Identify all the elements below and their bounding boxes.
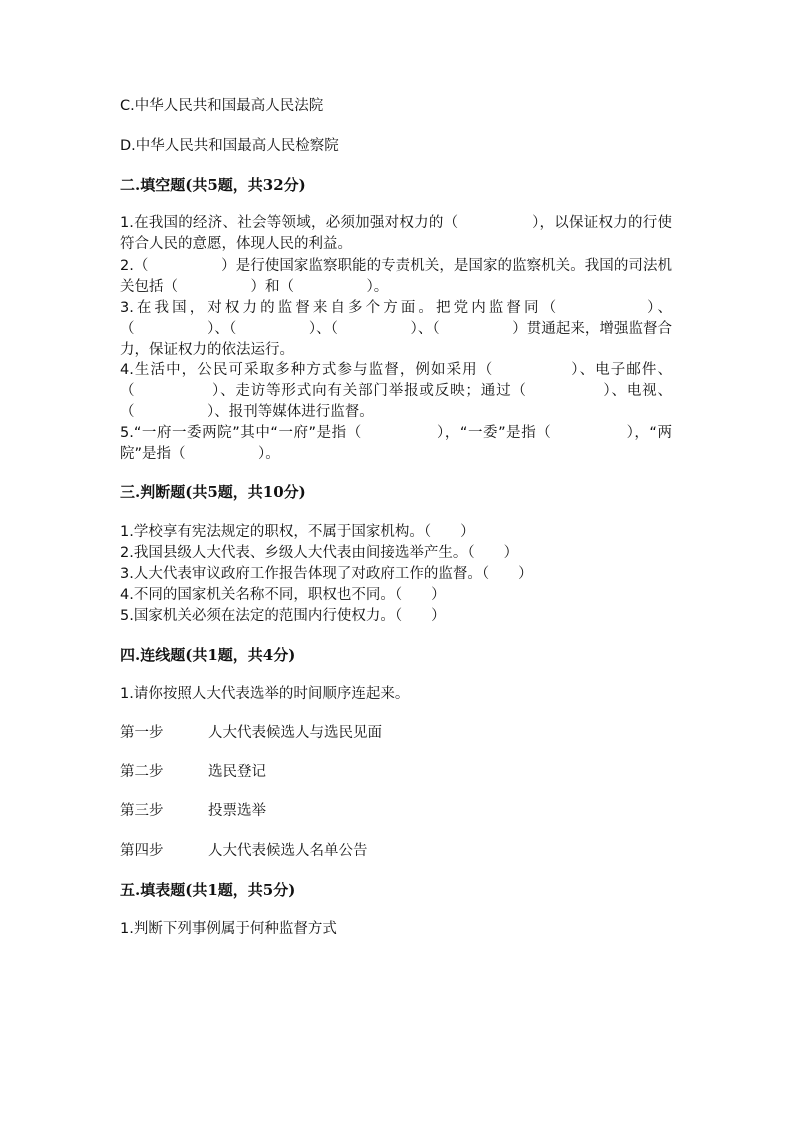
- section-true-false-heading: 三.判断题(共5题，共10分): [120, 483, 306, 501]
- tf-question-1: 1.学校享有宪法规定的职权，不属于国家机构。（ ）: [120, 524, 475, 540]
- step-label-2: 第二步: [120, 764, 164, 780]
- tf-question-2: 2.我国县级人大代表、乡级人大代表由间接选举产生。（ ）: [120, 545, 519, 561]
- option-c: C.中华人民共和国最高人民法院: [120, 98, 324, 114]
- step-label-4: 第四步: [120, 843, 164, 859]
- fill-question-3: 3.在我国，对权力的监督来自多个方面。把党内监督同（ ）、（ ）、（ ）、（ ）、（ ）贯通起来，增强监督合力，保证权力的依法运行。: [120, 300, 672, 358]
- option-d: D.中华人民共和国最高人民检察院: [120, 138, 339, 154]
- fill-question-4: 4.生活中，公民可采取多种方式参与监督，例如采用（ ）、电子邮件、（ ）、走访等形式向有关部门举报或反映；通过（ ）、电视、（ ）、报刊等媒体进行监督。: [120, 362, 672, 420]
- section-matching-heading: 四.连线题(共1题，共4分): [120, 646, 296, 664]
- step-text-1: 人大代表候选人与选民见面: [208, 725, 382, 741]
- step-text-4: 人大代表候选人名单公告: [208, 843, 368, 859]
- fill-question-2: 2.（ ）是行使国家监察职能的专责机关，是国家的监察机关。我国的司法机关包括（ ）和（ ）。: [120, 258, 672, 295]
- table-question-1: 1.判断下列事例属于何种监督方式: [120, 921, 337, 937]
- tf-question-4: 4.不同的国家机关名称不同，职权也不同。（ ）: [120, 587, 446, 603]
- step-label-1: 第一步: [120, 725, 164, 741]
- step-text-3: 投票选举: [208, 803, 266, 819]
- step-text-2: 选民登记: [208, 764, 266, 780]
- tf-question-5: 5.国家机关必须在法定的范围内行使权力。（ ）: [120, 608, 446, 624]
- step-label-3: 第三步: [120, 803, 164, 819]
- section-table-heading: 五.填表题(共1题，共5分): [120, 881, 296, 899]
- matching-question-1: 1.请你按照人大代表选举的时间顺序连起来。: [120, 686, 410, 702]
- tf-question-3: 3.人大代表审议政府工作报告体现了对政府工作的监督。（ ）: [120, 566, 533, 582]
- fill-question-1: 1.在我国的经济、社会等领域，必须加强对权力的（ ），以保证权力的行使符合人民的意愿，体现人民的利益。: [120, 215, 672, 252]
- fill-question-5: 5.“一府一委两院”其中“一府”是指（ ），“一委”是指（ ），“两院”是指（ ）。: [120, 425, 672, 462]
- section-fill-blank-heading: 二.填空题(共5题，共32分): [120, 176, 306, 194]
